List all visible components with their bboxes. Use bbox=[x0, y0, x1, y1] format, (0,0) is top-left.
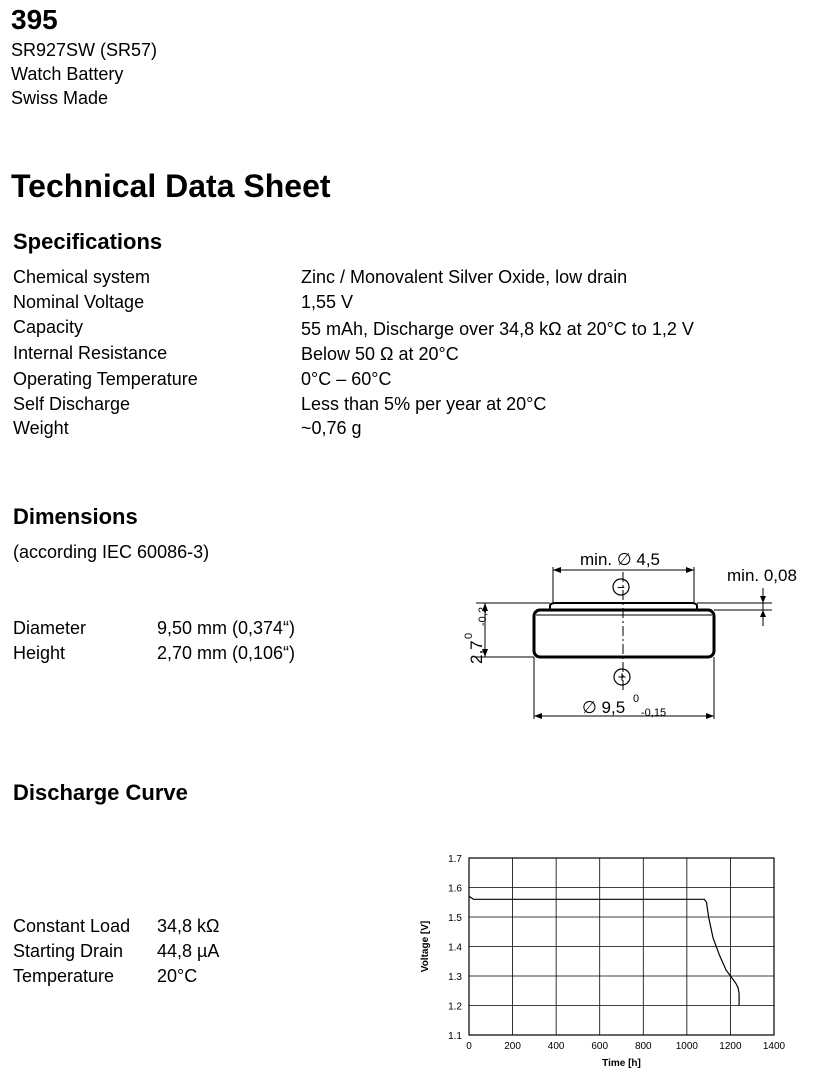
battery-type: Watch Battery bbox=[11, 64, 124, 84]
dimensions-standard: (according IEC 60086-3) bbox=[13, 542, 210, 562]
discharge-chart bbox=[400, 845, 810, 1083]
spec-label: Internal Resistance bbox=[13, 343, 168, 363]
x-tick-label: 200 bbox=[504, 1041, 521, 1052]
x-tick-label: 400 bbox=[547, 1041, 565, 1052]
designation: SR927SW (SR57) bbox=[11, 40, 158, 60]
y-tick-label: 1.1 bbox=[448, 1031, 462, 1042]
y-tick-label: 1.4 bbox=[448, 942, 462, 954]
spec-value: 55 mAh, Discharge over 34,8 kΩ at 20°C to 1,2 V bbox=[301, 319, 694, 339]
x-tick-label: 800 bbox=[634, 1041, 652, 1052]
y-tick-label: 1.3 bbox=[448, 972, 462, 983]
spec-value: 0°C – 60°C bbox=[301, 369, 392, 389]
x-tick-label: 1200 bbox=[719, 1041, 742, 1052]
spec-label: Operating Temperature bbox=[13, 369, 198, 389]
y-tick-label: 1.6 bbox=[448, 883, 462, 895]
condition-label: Starting Drain bbox=[13, 941, 124, 961]
spec-value: 1,55 V bbox=[301, 292, 354, 312]
drawing-height: 2,7 bbox=[467, 640, 486, 664]
drawing-diameter: ∅ 9,5 bbox=[582, 698, 626, 717]
spec-value: Below 50 Ω at 20°C bbox=[301, 344, 459, 364]
spec-label: Weight bbox=[13, 418, 69, 438]
drawing-height-lower-tol: -0,2 bbox=[477, 607, 489, 626]
condition-label: Temperature bbox=[13, 966, 115, 986]
dimensions-heading: Dimensions bbox=[13, 504, 138, 529]
condition-value: 20°C bbox=[157, 966, 198, 986]
spec-label: Chemical system bbox=[13, 267, 151, 287]
negative-terminal-symbol: − bbox=[616, 579, 626, 595]
model-number: 395 bbox=[11, 4, 58, 35]
drawing-height-upper-tol: 0 bbox=[463, 632, 475, 639]
spec-value: Zinc / Monovalent Silver Oxide, low drain bbox=[301, 267, 628, 287]
dimension-label: Diameter bbox=[13, 618, 87, 638]
spec-label: Nominal Voltage bbox=[13, 292, 145, 312]
dimension-value: 9,50 mm (0,374“) bbox=[157, 618, 296, 638]
spec-value: Less than 5% per year at 20°C bbox=[301, 394, 547, 414]
spec-label: Self Discharge bbox=[13, 394, 131, 414]
dimension-label: Height bbox=[13, 643, 66, 663]
x-tick-label: 600 bbox=[591, 1041, 609, 1052]
condition-value: 34,8 kΩ bbox=[157, 916, 220, 936]
drawing-diameter-lower-tol: -0,15 bbox=[641, 707, 667, 719]
x-tick-label: 0 bbox=[466, 1041, 472, 1052]
drawing-top-diameter: min. ∅ 4,5 bbox=[580, 550, 661, 569]
specifications-heading: Specifications bbox=[13, 229, 163, 254]
dimension-value: 2,70 mm (0,106“) bbox=[157, 643, 296, 663]
positive-terminal-symbol: + bbox=[617, 669, 627, 686]
series-line bbox=[469, 896, 739, 1005]
x-tick-label: 1400 bbox=[762, 1041, 786, 1052]
drawing-step-height: min. 0,08 bbox=[727, 566, 797, 585]
condition-label: Constant Load bbox=[13, 916, 131, 936]
x-axis-label: Time [h] bbox=[602, 1058, 641, 1069]
y-tick-label: 1.7 bbox=[448, 854, 462, 865]
origin: Swiss Made bbox=[11, 88, 109, 108]
drawing-diameter-upper-tol: 0 bbox=[633, 693, 640, 705]
y-tick-label: 1.2 bbox=[448, 1001, 462, 1013]
y-tick-label: 1.5 bbox=[448, 913, 462, 924]
y-axis-label: Voltage [V] bbox=[420, 920, 431, 973]
spec-value: ~0,76 g bbox=[301, 418, 362, 438]
x-tick-label: 1000 bbox=[675, 1041, 698, 1052]
spec-label: Capacity bbox=[13, 317, 84, 337]
discharge-heading: Discharge Curve bbox=[13, 780, 188, 805]
condition-value: 44,8 µA bbox=[157, 941, 220, 961]
page-title: Technical Data Sheet bbox=[11, 168, 331, 204]
